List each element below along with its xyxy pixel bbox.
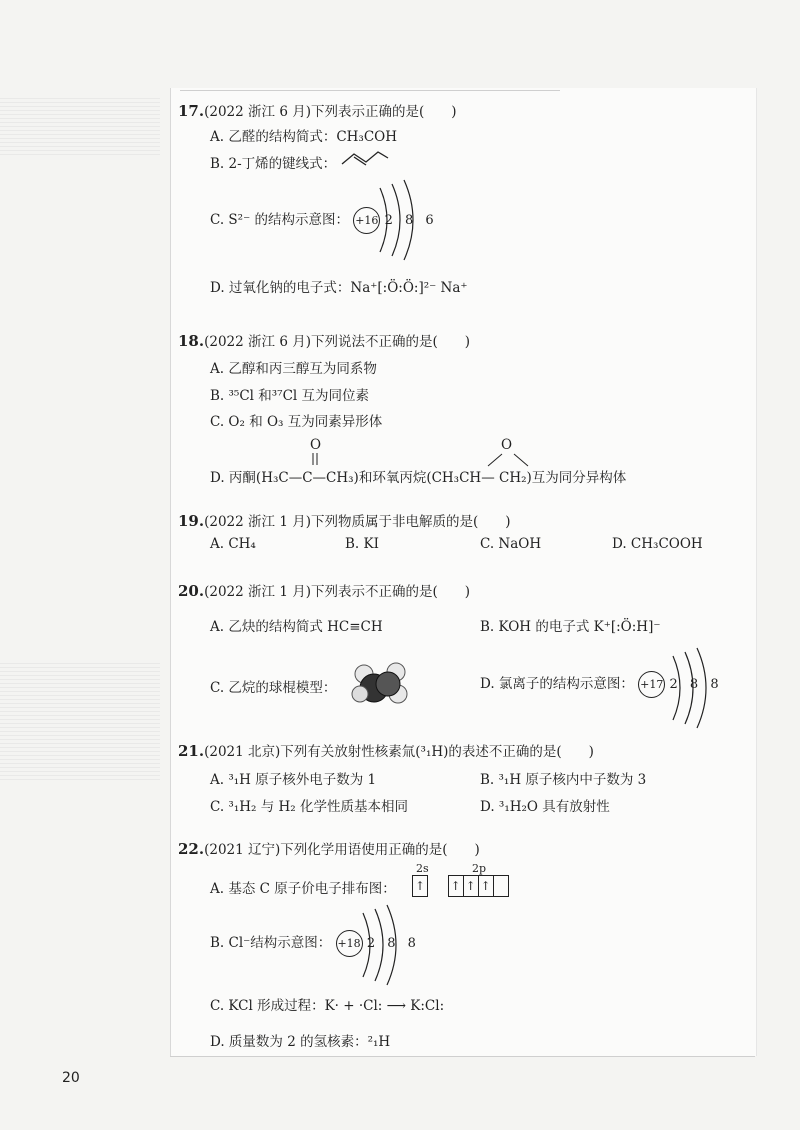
- orbital-label-2s: 2s: [416, 862, 429, 875]
- orbital-box-2p2: ↑: [463, 875, 479, 897]
- electron-shells: 2 8 8: [366, 936, 420, 951]
- q17-option-a: A. 乙醛的结构简式：CH₃COH: [210, 129, 398, 145]
- q19-option-a: A. CH₄: [210, 536, 256, 552]
- orbital-boxes: [412, 875, 508, 897]
- q18-option-b: B. ³⁵Cl 和³⁷Cl 互为同位素: [210, 388, 370, 404]
- cl-minus-shell-arcs: [355, 905, 415, 985]
- q19-option-c: C. NaOH: [480, 536, 542, 552]
- question-19: 19.(2022 浙江 1 月)下列物质属于非电解质的是( ): [178, 512, 511, 530]
- q18-epoxide-o: O: [501, 437, 513, 453]
- question-18: 18.(2022 浙江 6 月)下列说法不正确的是( ): [178, 332, 470, 350]
- orbital-box-2p4: [493, 875, 509, 897]
- question-21: 21.(2021 北京)下列有关放射性核素氚(³₁H)的表述不正确的是( ): [178, 742, 594, 760]
- q20-option-c: C. 乙烷的球棍模型：: [210, 680, 337, 696]
- s2-shell-arcs: [372, 180, 432, 260]
- top-rule: [180, 90, 560, 91]
- q19-option-b: B. KI: [345, 536, 379, 552]
- nucleus-circle: +18: [336, 930, 363, 957]
- carbonyl-double-bond: [310, 453, 320, 465]
- butene-skeletal-formula: [340, 148, 390, 168]
- electron-shells: 2 8 8: [669, 677, 723, 692]
- q19-option-d: D. CH₃COOH: [612, 536, 703, 552]
- nucleus-circle: +17: [638, 671, 665, 698]
- orbital-box-2s: ↑: [412, 875, 428, 897]
- q21-option-d: D. ³₁H₂O 具有放射性: [480, 799, 610, 815]
- q22-option-c: C. KCl 形成过程：K· + ·Cl: ⟶ K:Cl:: [210, 998, 445, 1014]
- q21-option-b: B. ³₁H 原子核内中子数为 3: [480, 772, 647, 788]
- q21-option-c: C. ³₁H₂ 与 H₂ 化学性质基本相同: [210, 799, 408, 815]
- q22-option-d: D. 质量数为 2 的氢核素：²₁H: [210, 1034, 391, 1050]
- nucleus-circle: +16: [353, 207, 380, 234]
- q21-option-a: A. ³₁H 原子核外电子数为 1: [210, 772, 377, 788]
- q17-option-d: D. 过氧化钠的电子式：Na⁺[:Ö:Ö:]²⁻ Na⁺: [210, 280, 468, 296]
- q22-option-a: A. 基态 C 原子价电子排布图：: [210, 881, 396, 897]
- q20-option-b: B. KOH 的电子式 K⁺[:Ö:H]⁻: [480, 619, 661, 635]
- question-22: 22.(2021 辽宁)下列化学用语使用正确的是( ): [178, 840, 480, 858]
- orbital-box-2p1: ↑: [448, 875, 464, 897]
- question-17: 17.(2022 浙江 6 月)下列表示正确的是( ): [178, 102, 457, 120]
- q20-option-a: A. 乙炔的结构简式 HC≡CH: [210, 619, 383, 635]
- q20-option-d: D. 氯离子的结构示意图： +17 2 8 8: [480, 671, 723, 698]
- q18-option-a: A. 乙醇和丙三醇互为同系物: [210, 361, 377, 377]
- cl-shell-arcs: [665, 648, 725, 728]
- electron-shells: 2 8 6: [384, 213, 438, 228]
- q17-option-c: C. S²⁻ 的结构示意图： +16 2 8 6: [210, 207, 438, 234]
- page-number: 20: [62, 1070, 80, 1086]
- q18-carbonyl-o: O: [310, 437, 322, 453]
- q18-option-d: D. 丙酮(H₃C—C—CH₃)和环氧丙烷(CH₃CH— CH₂)互为同分异构体: [210, 470, 627, 486]
- ethane-ball-stick-model: [344, 660, 414, 706]
- orbital-box-2p3: ↑: [478, 875, 494, 897]
- orbital-label-2p: 2p: [472, 862, 487, 875]
- left-page-bleed: [0, 660, 160, 780]
- q18-option-c: C. O₂ 和 O₃ 互为同素异形体: [210, 414, 383, 430]
- q22-option-b: B. Cl⁻结构示意图： +18 2 8 8: [210, 930, 420, 957]
- bottom-rule: [170, 1056, 755, 1057]
- question-20: 20.(2022 浙江 1 月)下列表示不正确的是( ): [178, 582, 470, 600]
- epoxide-ring-bonds: [488, 452, 528, 466]
- left-page-bleed: [0, 95, 160, 155]
- q17-option-b: B. 2-丁烯的键线式：: [210, 156, 337, 172]
